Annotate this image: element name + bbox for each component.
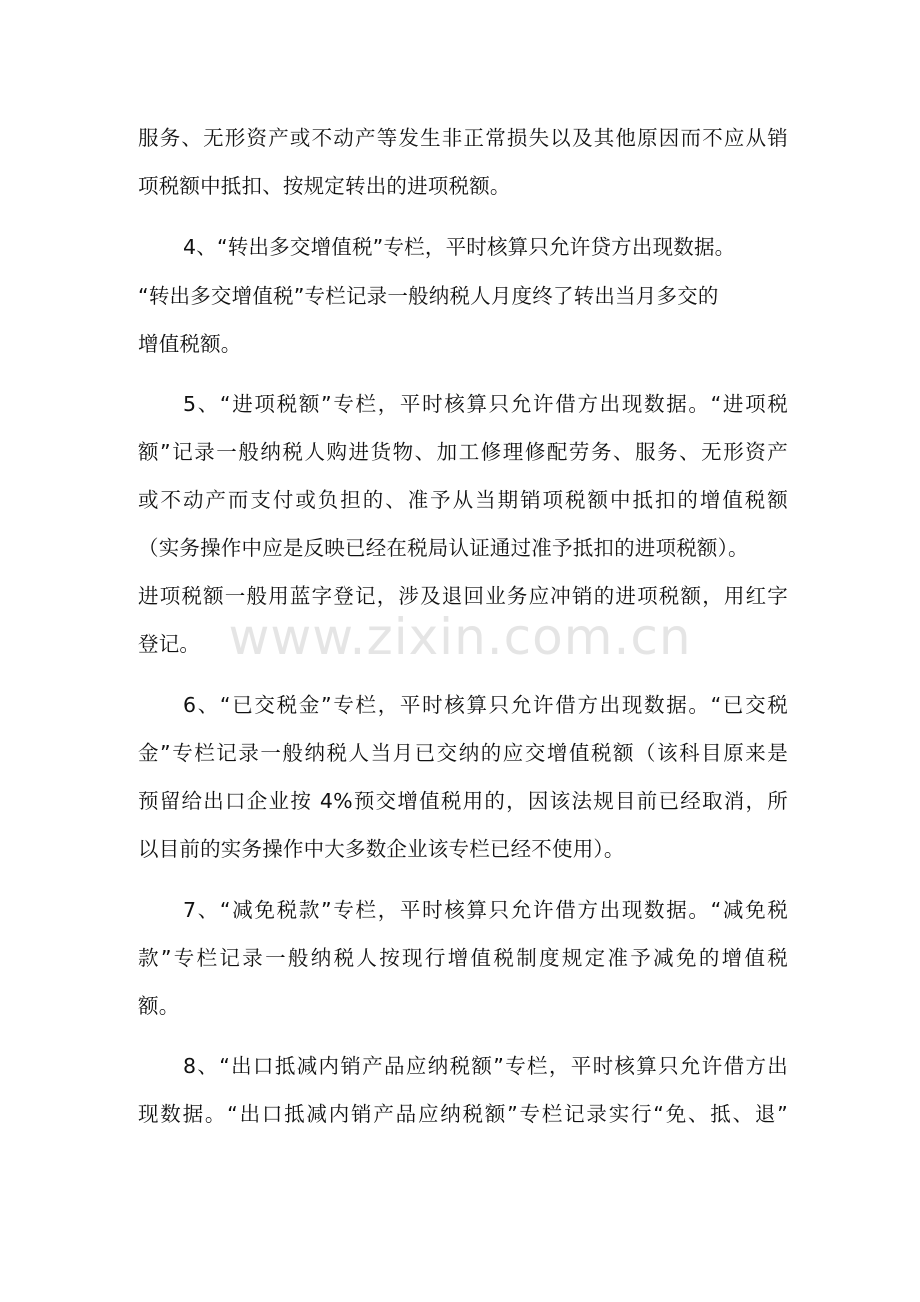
paragraph-line: 进项税额一般用蓝字登记，涉及退回业务应冲销的进项税额，用红字 xyxy=(138,584,788,608)
paragraph-line: 款”专栏记录一般纳税人按现行增值税制度规定准予减免的增值税 xyxy=(138,946,788,970)
paragraph-line: 金”专栏记录一般纳税人当月已交纳的应交增值税额（该科目原来是 xyxy=(138,741,788,765)
paragraph-line: 登记。 xyxy=(138,632,201,656)
paragraph-line: 以目前的实务操作中大多数企业该专栏已经不使用）。 xyxy=(138,837,625,861)
paragraph-line: 预留给出口企业按 4%预交增值税用的，因该法规目前已经取消，所 xyxy=(138,789,788,813)
paragraph-line: 现数据。“出口抵减内销产品应纳税额”专栏记录实行“免、抵、退” xyxy=(138,1102,788,1126)
paragraph-line: （实务操作中应是反映已经在税局认证通过准予抵扣的进项税额）。 xyxy=(138,536,749,560)
paragraph-line: 8、“出口抵减内销产品应纳税额”专栏，平时核算只允许借方出 xyxy=(183,1054,788,1078)
paragraph-line: 服务、无形资产或不动产等发生非正常损失以及其他原因而不应从销 xyxy=(138,126,788,150)
watermark: www.zixin.com.cn xyxy=(228,608,692,666)
paragraph-line: 4、“转出多交增值税”专栏，平时核算只允许贷方出现数据。 xyxy=(183,235,736,259)
paragraph-line: 或不动产而支付或负担的、准予从当期销项税额中抵扣的增值税额 xyxy=(138,488,788,512)
paragraph-line: 6、“已交税金”专栏，平时核算只允许借方出现数据。“已交税 xyxy=(183,693,788,717)
paragraph-line: 增值税额。 xyxy=(138,332,242,356)
paragraph-line: “转出多交增值税”专栏记录一般纳税人月度终了转出当月多交的 xyxy=(138,284,719,308)
paragraph-line: 5、“进项税额”专栏，平时核算只允许借方出现数据。“进项税 xyxy=(183,392,788,416)
paragraph-line: 7、“减免税款”专栏，平时核算只允许借方出现数据。“减免税 xyxy=(183,898,788,922)
paragraph-line: 项税额中抵扣、按规定转出的进项税额。 xyxy=(138,174,511,198)
paragraph-line: 额。 xyxy=(138,994,180,1018)
paragraph-line: 额”记录一般纳税人购进货物、加工修理修配劳务、服务、无形资产 xyxy=(138,440,788,464)
